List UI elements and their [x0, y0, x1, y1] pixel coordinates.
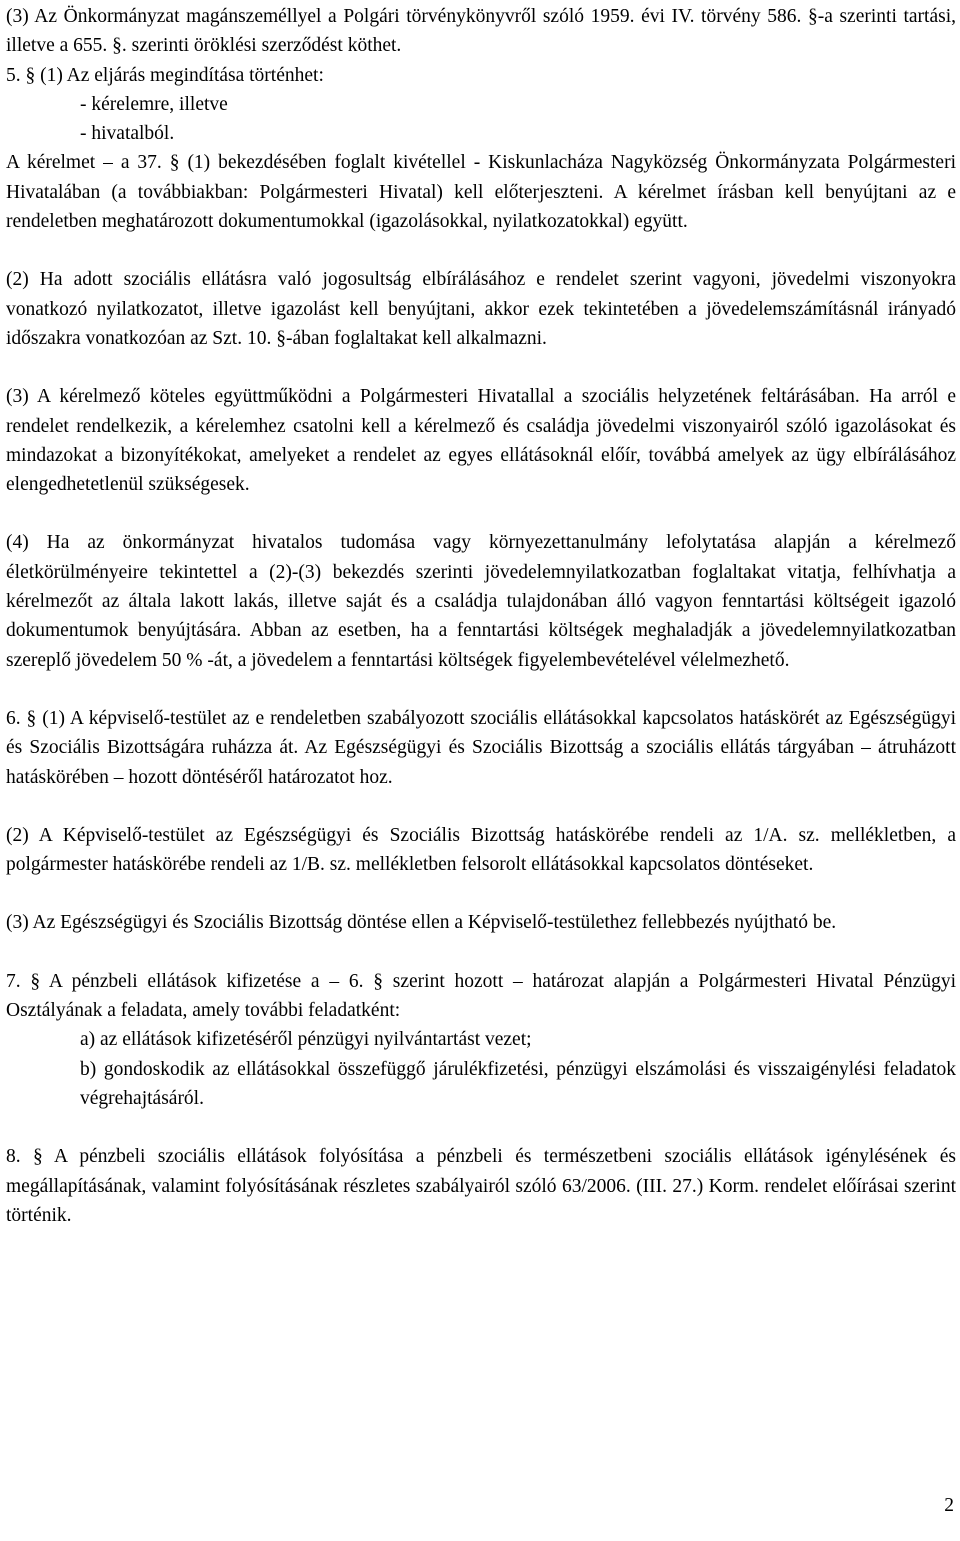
paragraph-6-par-2: (2) A Képviselő-testület az Egészségügyi és Szociális Bizottság hatáskörébe rendeli az 1/A. sz. mellékletben, a polgármester hatáskörébe rendeli az 1/B. sz. mellékletben felsorolt ellátásokkal kapcsolatos döntéseket. [6, 824, 956, 876]
paragraph-6-par-3: (3) Az Egészségügyi és Szociális Bizottság döntése ellen a Képviselő-testülethez fellebbezés nyújtható be. [6, 912, 837, 934]
paragraph-kerelem-eloterjesztes: A kérelmet – a 37. § (1) bekezdésében foglalt kivétellel - Kiskunlacháza Nagyközség Önkormányzata Polgármesteri Hivatalában (a továbbiakban: Polgármesteri Hivatal) kell előterjeszteni. A kérelmet írásban kell benyújtani az e rendeletben meghatározott dokumentumokkal (igazolásokkal, nyilatkozatokkal) együtt. [6, 152, 956, 233]
paragraph-tartasi-szerzodes: (3) Az Önkormányzat magánszeméllyel a Polgári törvénykönyvről szóló 1959. évi IV. törvény 586. §-a szerinti tartási, illetve a 655. §. szerinti öröklési szerződést köthet. [6, 6, 956, 57]
list-item-hivatalbol: - hivatalból. [80, 123, 175, 145]
list-item-b: b) gondoskodik az ellátásokkal összefüggő járulékfizetési, pénzügyi elszámolási és visszaigénylési feladatok végrehajtásáról. [80, 1058, 956, 1109]
paragraph-5-par-2: (2) Ha adott szociális ellátásra való jogosultság elbírálásához e rendelet szerint vagyoni, jövedelmi viszonyokra vonatkozó nyilatkozatot, illetve igazolást kell benyújtani, akkor ezek tekintetében a jövedelemszámításnál irányadó időszakra vonatkozóan az Szt. 10. §-ában foglaltakat kell alkalmazni. [6, 269, 956, 349]
list-item-a: a) az ellátások kifizetéséről pénzügyi nyilvántartást vezet; [80, 1029, 532, 1051]
page-number: 2 [944, 1495, 954, 1516]
paragraph-5-par-1: 5. § (1) Az eljárás megindítása történhet: [6, 64, 324, 86]
list-item-kerelemre: - kérelemre, illetve [80, 93, 228, 115]
document-page [6, 2, 956, 1230]
paragraph-7-par: 7. § A pénzbeli ellátások kifizetése a – 6. § szerint hozott – határozat alapján a Polgármesteri Hivatal Pénzügyi Osztályának a feladata, amely további feladatként: [6, 970, 956, 1022]
paragraph-5-par-3: (3) A kérelmező köteles együttműködni a Polgármesteri Hivatallal a szociális helyzetének feltárásában. Ha arról e rendelet rendelkezik, a kérelemhez csatolni kell a kérelmező és családja jövedelmi viszonyairól szóló igazolásokat és mindazokat a bizonyítékokat, amelyeket a rendelet az egyes ellátásoknál előír, továbbá amelyek az ügy elbírálásához elengedhetetlenül szükségesek. [6, 386, 956, 496]
paragraph-8-par: 8. § A pénzbeli szociális ellátások folyósítása a pénzbeli és természetbeni szociális ellátások igénylésének és megállapításának, valamint folyósításának részletes szabályairól szóló 63/2006. (III. 27.) Korm. rendelet előírásai szerint történik. [6, 1146, 956, 1226]
paragraph-5-par-4: (4) Ha az önkormányzat hivatalos tudomása vagy környezettanulmány lefolytatása alapján a kérelmező életkörülményeire tekintettel a (2)-(3) bekezdés szerinti jövedelemnyilatkozatban foglaltakat vitatja, felhívhatja a kérelmezőt az általa lakott lakás, illetve saját és a családja tulajdonában álló vagyon fenntartási költségeit igazoló dokumentumok benyújtására. Abban az esetben, ha a fenntartási költségek meghaladják a jövedelemnyilatkozatban szereplő jövedelem 50 % -át, a jövedelem a fenntartási költségek figyelembevételével vélelmezhető. [6, 532, 956, 671]
paragraph-6-par-1: 6. § (1) A képviselő-testület az e rendeletben szabályozott szociális ellátásokkal kapcsolatos hatáskörét az Egészségügyi és Szociális Bizottságára ruházza át. Az Egészségügyi és Szociális Bizottság a szociális ellátás tárgyában – átruházott hatáskörében – hozott döntéséről határozatot hoz. [6, 707, 956, 788]
